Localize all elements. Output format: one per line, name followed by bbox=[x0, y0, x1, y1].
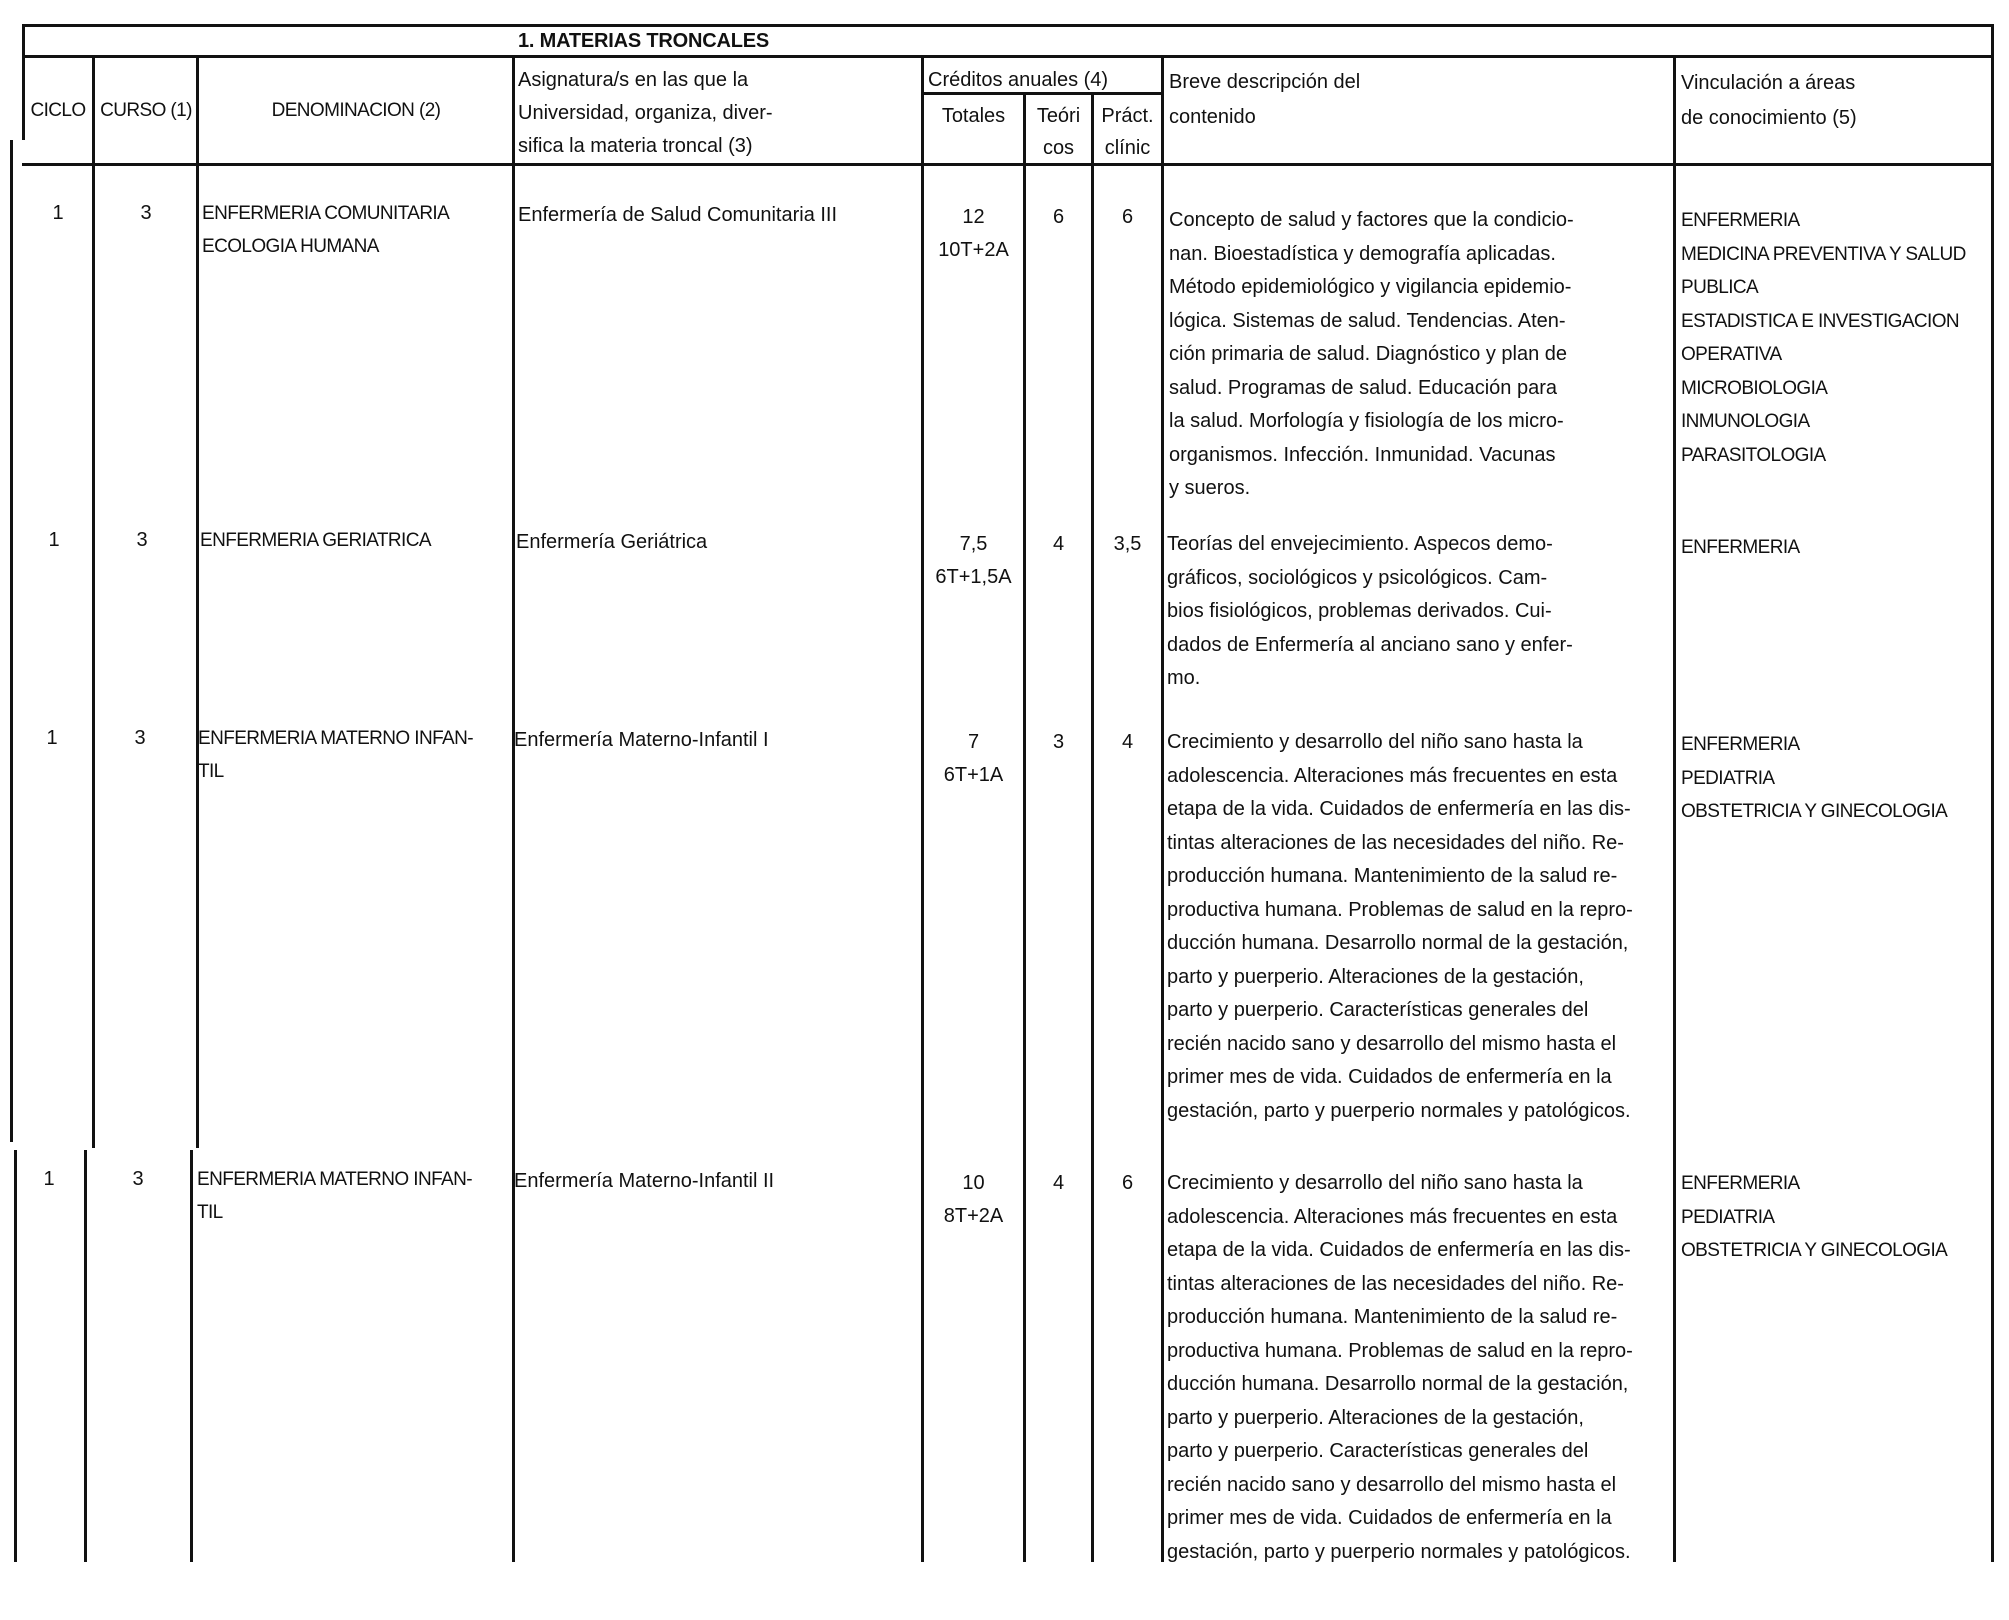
desc-line: tintas alteraciones de las necesidades del niño. Re- bbox=[1167, 1272, 1624, 1295]
cell-curso: 3 bbox=[136, 529, 148, 551]
cell-denominacion-line-1: ENFERMERIA COMUNITARIA bbox=[202, 203, 450, 224]
cell-descripcion bbox=[1167, 528, 1573, 696]
rule-desc-areas bbox=[1673, 55, 1676, 1562]
cell-asignatura: Enfermería Materno-Infantil I bbox=[514, 729, 769, 751]
area-item: INMUNOLOGIA bbox=[1681, 411, 1810, 432]
cell-descripcion bbox=[1167, 1167, 1633, 1569]
cell-denominacion-line-2: TIL bbox=[198, 761, 224, 782]
desc-line: producción humana. Mantenimiento de la salud re- bbox=[1167, 865, 1618, 887]
rule-curso-denom-b bbox=[190, 1150, 193, 1562]
area-item: PEDIATRIA bbox=[1681, 1206, 1775, 1228]
header-teoricos-line-2: cos bbox=[1042, 137, 1075, 159]
area-item: ENFERMERIA bbox=[1681, 1173, 1800, 1194]
cell-asignatura: Enfermería Geriátrica bbox=[516, 531, 708, 553]
header-practicos-line-1: Práct. bbox=[1101, 105, 1154, 127]
desc-line: Concepto de salud y factores que la condicio- bbox=[1169, 209, 1574, 231]
header-curso: CURSO (1) bbox=[100, 100, 192, 121]
desc-line: ducción humana. Desarrollo normal de la gestación, bbox=[1167, 932, 1629, 954]
cell-curso: 3 bbox=[134, 727, 146, 749]
cell-practicos: 4 bbox=[1121, 731, 1134, 753]
area-item: PUBLICA bbox=[1681, 277, 1759, 298]
cell-areas bbox=[1681, 531, 1800, 565]
cell-descripcion bbox=[1169, 204, 1574, 506]
desc-line: Teorías del envejecimiento. Aspecos demo- bbox=[1167, 533, 1553, 555]
desc-line: parto y puerperio. Características generales del bbox=[1167, 999, 1589, 1021]
cell-ciclo: 1 bbox=[46, 727, 58, 749]
desc-line: tintas alteraciones de las necesidades del niño. Re- bbox=[1167, 831, 1624, 854]
area-item: MEDICINA PREVENTIVA Y SALUD bbox=[1681, 243, 1966, 265]
rule-left-edge-lower bbox=[10, 140, 13, 1142]
desc-line: nan. Bioestadística y demografía aplicadas. bbox=[1169, 242, 1556, 265]
desc-line: Método epidemiológico y vigilancia epidemio- bbox=[1169, 276, 1572, 298]
header-vinculacion-line-1: Vinculación a áreas bbox=[1681, 72, 1856, 94]
area-item: ENFERMERIA bbox=[1681, 210, 1800, 231]
cell-asignatura: Enfermería Materno-Infantil II bbox=[514, 1170, 775, 1192]
area-item: OBSTETRICIA Y GINECOLOGIA bbox=[1681, 1240, 1948, 1261]
desc-line: productiva humana. Problemas de salud en la repro- bbox=[1167, 898, 1633, 921]
cell-denominacion-line-1: ENFERMERIA MATERNO INFAN- bbox=[197, 1169, 472, 1190]
area-item: ENFERMERIA bbox=[1681, 537, 1800, 558]
cell-curso: 3 bbox=[132, 1168, 144, 1190]
desc-line: productiva humana. Problemas de salud en la repro- bbox=[1167, 1339, 1633, 1362]
desc-line: gestación, parto y puerperio normales y patológicos. bbox=[1167, 1099, 1631, 1122]
desc-line: parto y puerperio. Alteraciones de la gestación, bbox=[1167, 965, 1584, 988]
area-item: PARASITOLOGIA bbox=[1681, 444, 1826, 466]
desc-line: gestación, parto y puerperio normales y patológicos. bbox=[1167, 1540, 1631, 1563]
header-asignatura-line-2: Universidad, organiza, diver- bbox=[518, 102, 773, 124]
cell-denominacion-line-1: ENFERMERIA GERIATRICA bbox=[200, 530, 431, 551]
desc-line: dados de Enfermería al anciano sano y enfer- bbox=[1167, 633, 1573, 656]
rule-title-bottom bbox=[22, 55, 1994, 58]
area-item: OPERATIVA bbox=[1681, 344, 1782, 365]
cell-totales: 7,5 bbox=[959, 533, 988, 555]
cell-totales-detalle: 6T+1A bbox=[943, 764, 1004, 786]
desc-line: bios fisiológicos, problemas derivados. Cui- bbox=[1167, 600, 1552, 622]
desc-line: producción humana. Mantenimiento de la salud re- bbox=[1167, 1306, 1618, 1328]
area-item: PEDIATRIA bbox=[1681, 767, 1775, 789]
rule-right-edge bbox=[1991, 24, 1994, 1562]
cell-teoricos: 4 bbox=[1052, 533, 1065, 555]
table-title: 1. MATERIAS TRONCALES bbox=[518, 30, 769, 52]
cell-asignatura: Enfermería de Salud Comunitaria III bbox=[518, 204, 838, 226]
rule-teoricos-practicos bbox=[1091, 92, 1094, 1562]
desc-line: salud. Programas de salud. Educación para bbox=[1169, 376, 1558, 399]
cell-denominacion-line-2: ECOLOGIA HUMANA bbox=[202, 236, 379, 257]
cell-teoricos: 6 bbox=[1052, 206, 1065, 228]
cell-totales: 10 bbox=[962, 1172, 985, 1194]
cell-areas bbox=[1681, 1167, 1947, 1268]
rule-left-edge-bottom bbox=[14, 1150, 17, 1562]
desc-line: primer mes de vida. Cuidados de enfermería en la bbox=[1167, 1507, 1612, 1529]
header-descripcion-line-1: Breve descripción del bbox=[1169, 71, 1361, 93]
cell-areas bbox=[1681, 728, 1947, 829]
desc-line: parto y puerperio. Alteraciones de la gestación, bbox=[1167, 1406, 1584, 1429]
desc-line: ción primaria de salud. Diagnóstico y plan de bbox=[1169, 343, 1567, 365]
cell-totales: 7 bbox=[967, 731, 980, 753]
area-item: OBSTETRICIA Y GINECOLOGIA bbox=[1681, 801, 1948, 822]
cell-descripcion bbox=[1167, 726, 1633, 1128]
cell-practicos: 3,5 bbox=[1113, 533, 1142, 555]
rule-totales-teoricos bbox=[1023, 92, 1026, 1562]
rule-denom-asig bbox=[512, 55, 515, 1562]
desc-line: y sueros. bbox=[1169, 477, 1251, 499]
area-item: ESTADISTICA E INVESTIGACION bbox=[1681, 310, 1960, 332]
cell-curso: 3 bbox=[140, 202, 152, 224]
cell-totales: 12 bbox=[962, 206, 985, 228]
cell-ciclo: 1 bbox=[48, 529, 60, 551]
area-item: ENFERMERIA bbox=[1681, 734, 1800, 755]
rule-asig-totales bbox=[921, 55, 924, 1562]
header-denominacion: DENOMINACION (2) bbox=[271, 100, 441, 121]
desc-line: Crecimiento y desarrollo del niño sano hasta la bbox=[1167, 731, 1583, 753]
rule-ciclo-curso-b bbox=[84, 1150, 87, 1562]
header-creditos: Créditos anuales (4) bbox=[928, 69, 1109, 91]
desc-line: recién nacido sano y desarrollo del mismo hasta el bbox=[1167, 1473, 1617, 1496]
cell-areas bbox=[1681, 204, 1966, 472]
desc-line: recién nacido sano y desarrollo del mismo hasta el bbox=[1167, 1032, 1617, 1055]
header-asignatura-line-1: Asignatura/s en las que la bbox=[518, 69, 749, 91]
cell-teoricos: 4 bbox=[1052, 1172, 1065, 1194]
header-ciclo: CICLO bbox=[30, 100, 86, 121]
cell-totales-detalle: 10T+2A bbox=[938, 239, 1009, 261]
desc-line: primer mes de vida. Cuidados de enfermería en la bbox=[1167, 1066, 1612, 1088]
rule-practicos-desc bbox=[1161, 55, 1164, 1562]
header-totales: Totales bbox=[941, 105, 1006, 127]
desc-line: lógica. Sistemas de salud. Tendencias. Aten- bbox=[1169, 309, 1566, 332]
area-item: MICROBIOLOGIA bbox=[1681, 377, 1828, 399]
desc-line: parto y puerperio. Características generales del bbox=[1167, 1440, 1589, 1462]
desc-line: organismos. Infección. Inmunidad. Vacunas bbox=[1169, 443, 1556, 466]
cell-totales-detalle: 8T+2A bbox=[943, 1205, 1004, 1227]
cell-denominacion-line-1: ENFERMERIA MATERNO INFAN- bbox=[198, 728, 473, 749]
header-descripcion-line-2: contenido bbox=[1169, 106, 1256, 128]
desc-line: la salud. Morfología y fisiología de los micro- bbox=[1169, 410, 1564, 432]
desc-line: Crecimiento y desarrollo del niño sano hasta la bbox=[1167, 1172, 1583, 1194]
header-vinculacion-line-2: de conocimiento (5) bbox=[1681, 107, 1857, 129]
cell-ciclo: 1 bbox=[52, 202, 64, 224]
desc-line: etapa de la vida. Cuidados de enfermería en las dis- bbox=[1167, 798, 1631, 820]
header-asignatura-line-3: sifica la materia troncal (3) bbox=[518, 135, 753, 157]
cell-denominacion-line-2: TIL bbox=[197, 1202, 223, 1223]
header-practicos-line-2: clínic bbox=[1104, 137, 1151, 159]
desc-line: gráficos, sociológicos y psicológicos. Cam- bbox=[1167, 566, 1548, 589]
cell-practicos: 6 bbox=[1121, 1172, 1134, 1194]
desc-line: adolescencia. Alteraciones más frecuentes en esta bbox=[1167, 764, 1618, 787]
desc-line: etapa de la vida. Cuidados de enfermería en las dis- bbox=[1167, 1239, 1631, 1261]
cell-totales-detalle: 6T+1,5A bbox=[935, 566, 1012, 588]
rule-header-bottom bbox=[22, 163, 1994, 166]
desc-line: ducción humana. Desarrollo normal de la gestación, bbox=[1167, 1373, 1629, 1395]
rule-top bbox=[22, 24, 1994, 27]
desc-line: adolescencia. Alteraciones más frecuentes en esta bbox=[1167, 1205, 1618, 1228]
cell-practicos: 6 bbox=[1121, 206, 1134, 228]
header-teoricos-line-1: Teóri bbox=[1036, 105, 1081, 127]
desc-line: mo. bbox=[1167, 667, 1201, 689]
cell-teoricos: 3 bbox=[1052, 731, 1065, 753]
cell-ciclo: 1 bbox=[43, 1168, 55, 1190]
